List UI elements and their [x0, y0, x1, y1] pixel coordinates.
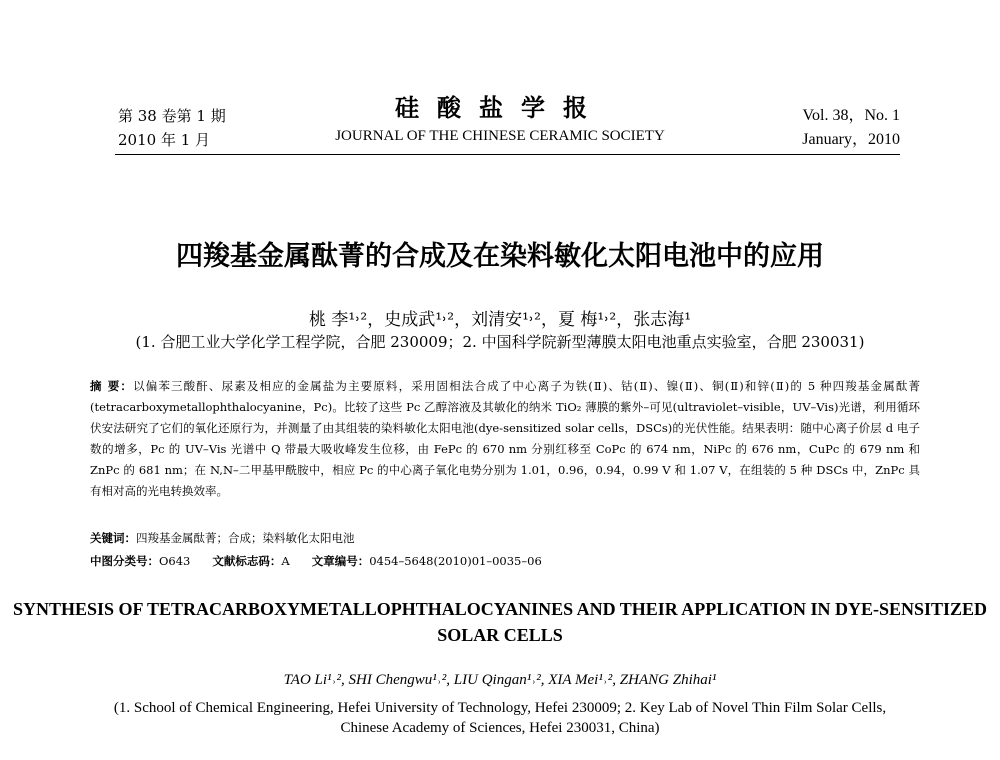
paper-title-en: SYNTHESIS OF TETRACARBOXYMETALLOPHTHALOCYANINES AND THEIR APPLICATION IN DYE-SENSITIZED SOLAR CELLS [12, 599, 988, 645]
article-number-label: 文章编号： [311, 554, 370, 568]
volume-en: Vol. 38，No. 1 [802, 107, 900, 124]
paper-title-cn: 四羧基金属酞菁的合成及在染料敏化太阳电池中的应用 [176, 241, 824, 272]
authors-cn: 桃 李¹˒²，史成武¹˒²，刘清安¹˒²，夏 梅¹˒²，张志海¹ [308, 310, 692, 330]
doc-code-label: 文献标志码： [212, 554, 282, 568]
volume-cn: 第 38 卷第 1 期 [118, 107, 226, 125]
affiliation-en: (1. School of Chemical Engineering, Hefei University of Technology, Hefei 230009; 2. Key Lab of Novel Thin Film Solar Cells, Chinese Academy of Sciences, Hefei 230031, China) [113, 700, 887, 736]
header-rule [115, 154, 900, 155]
keywords-label: 关键词： [90, 531, 136, 545]
header-right [802, 104, 900, 152]
date-cn: 2010 年 1 月 [118, 131, 211, 149]
clc-label: 中图分类号： [90, 554, 159, 568]
clc-value: O643 [159, 554, 191, 568]
keywords-text: 四羧基金属酞菁；合成；染料敏化太阳电池 [136, 531, 355, 545]
authors-en: TAO Li¹˒², SHI Chengwu¹˒², LIU Qingan¹˒², XIA Mei¹˒², ZHANG Zhihai¹ [283, 672, 717, 688]
article-number-value: 0454–5648(2010)01–0035–06 [369, 554, 542, 568]
classification-line [90, 551, 920, 572]
abstract-cn [90, 376, 920, 502]
affiliation-cn: (1. 合肥工业大学化学工程学院，合肥 230009；2. 中国科学院新型薄膜太阳电池重点实验室，合肥 230031) [135, 333, 865, 351]
abstract-text: 以偏苯三酸酐、尿素及相应的金属盐为主要原料，采用固相法合成了中心离子为铁(Ⅱ)、钴(Ⅱ)、镍(Ⅱ)、铜(Ⅱ)和锌(Ⅱ)的 5 种四羧基金属酞菁(tetracarboxymetallophthalocyanine，Pc)。比较了这些 Pc 乙醇溶液及其敏化的纳米 TiO₂ 薄膜的紫外–可见(ultraviolet–visible，UV–Vis)光谱，利用循环伏安法研究了它们的氧化还原行为，并测量了由其组装的染料敏化太阳电池(dye-sensitized solar cells，DSCs)的光伏性能。结果表明：随中心离子价层 d 电子数的增多，Pc 的 UV–Vis 光谱中 Q 带最大吸收峰发生位移，由 FePc 的 670 nm 分别红移至 CoPc 的 674 nm，NiPc 的 676 nm，CuPc 的 679 nm 和 ZnPc 的 681 nm；在 N,N–二甲基甲酰胺中，相应 Pc 的中心离子氧化电势分别为 1.01，0.96，0.94，0.99 V 和 1.07 V，在组装的 5 种 DSCs 中，ZnPc 具有相对高的光电转换效率。 [90, 379, 920, 498]
journal-title-en: JOURNAL OF THE CHINESE CERAMIC SOCIETY [335, 128, 665, 144]
doc-code-value: A [281, 554, 290, 568]
journal-title-cn: 硅酸盐学报 [395, 93, 605, 122]
abstract-label: 摘 要： [90, 379, 134, 393]
date-en: January，2010 [802, 131, 900, 148]
keywords [90, 528, 920, 549]
